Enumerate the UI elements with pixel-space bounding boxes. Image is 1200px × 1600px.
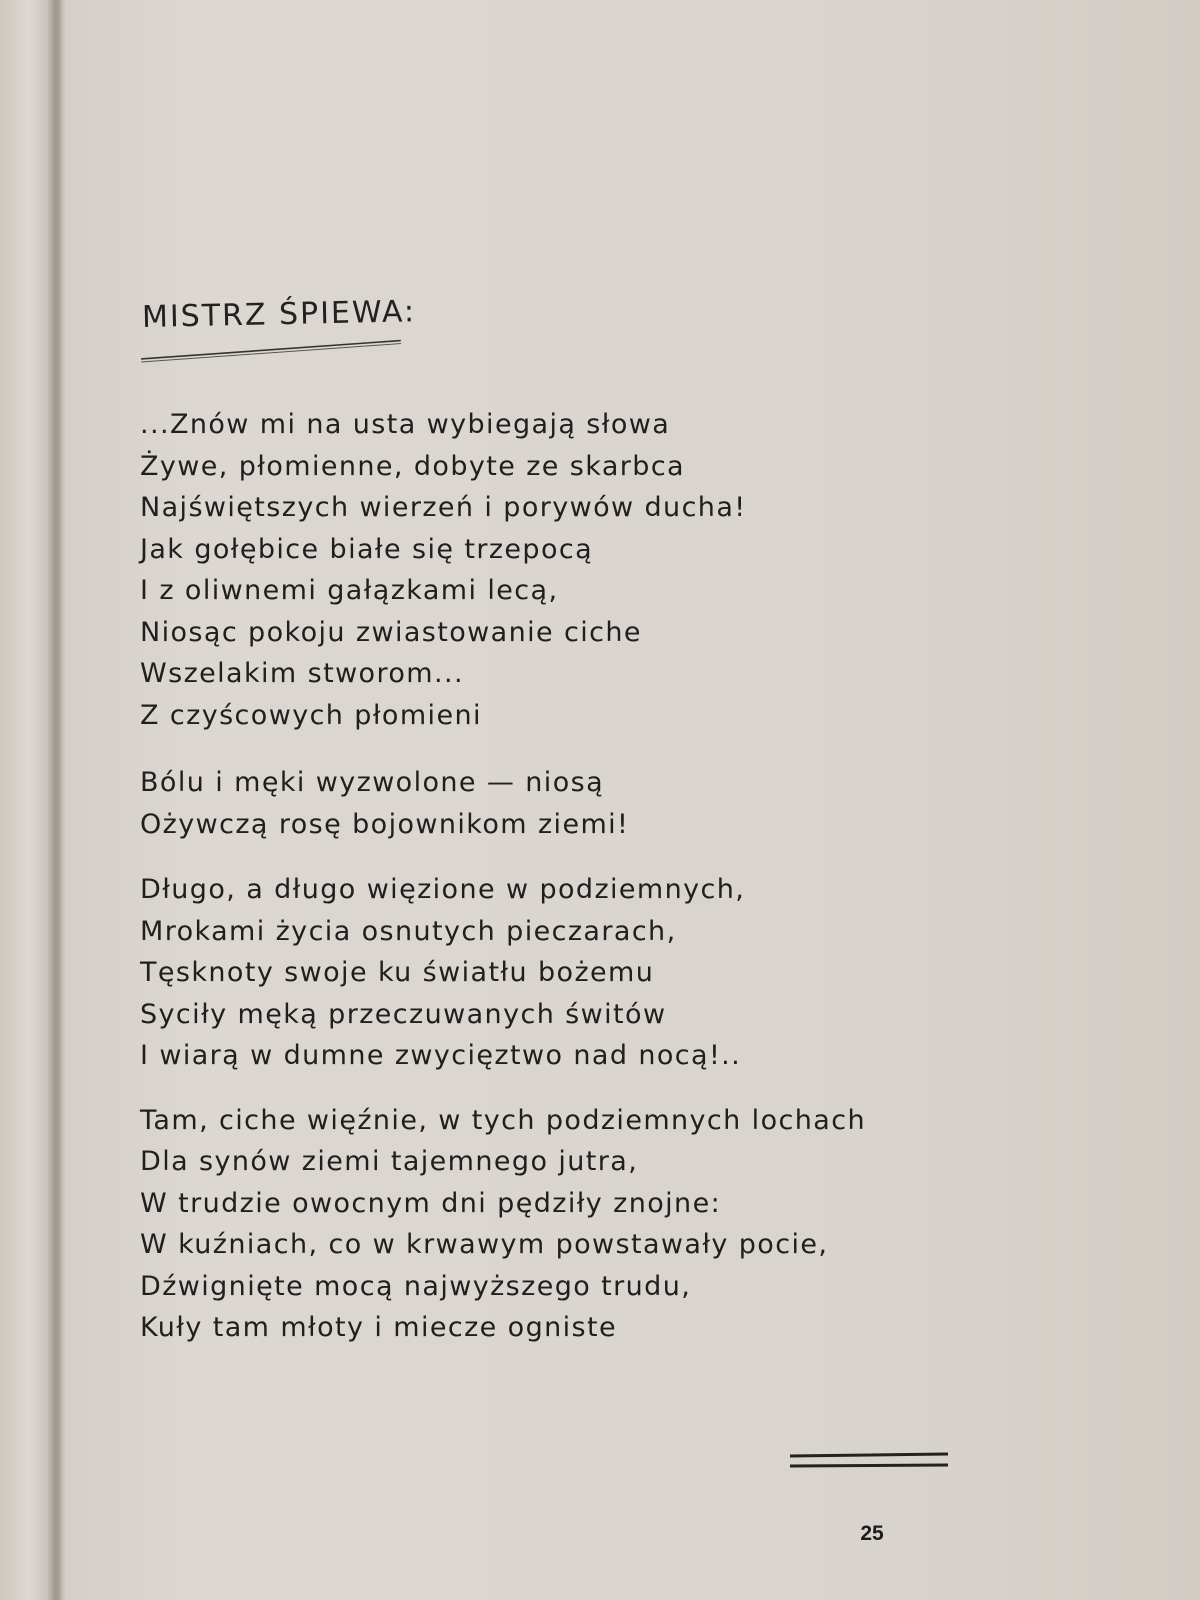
poem-line: W kuźniach, co w krwawym powstawały pocie, (140, 1229, 829, 1260)
poem-line: Bólu i męki wyzwolone — niosą (140, 767, 605, 798)
poem-line: Dźwignięte mocą najwyższego trudu, (140, 1270, 692, 1302)
poem-line: Mrokami życia osnutych pieczarach, (140, 915, 677, 947)
stanza-1 (140, 404, 1000, 736)
poem-line: Kuły tam młoty i miecze ogniste (140, 1312, 618, 1343)
heading-underline (140, 338, 402, 363)
stanza-2 (140, 762, 1000, 845)
book-gutter (48, 0, 62, 1600)
section-heading: MISTRZ ŚPIEWA: (141, 294, 417, 335)
poem-line: Jak gołębice białe się trzepocą (140, 533, 594, 565)
poem-line: Tęsknoty swoje ku światłu bożemu (140, 957, 655, 988)
poem-line: I wiarą w dumne zwycięztwo nad nocą!.. (140, 1040, 742, 1071)
stanza-4 (140, 1100, 1000, 1349)
footer-double-rule (790, 1450, 948, 1476)
poem-line: Długo, a długo więzione w podziemnych, (140, 874, 746, 905)
stanza-gap (140, 1077, 1000, 1100)
poem-body (140, 404, 1000, 1349)
poem-line: Niosąc pokoju zwiastowanie ciche (140, 616, 642, 648)
poem-line: Z czyścowych płomieni (140, 699, 482, 731)
poem-line: Syciły męką przeczuwanych świtów (140, 998, 667, 1030)
poem-line: Ożywczą rosę bojownikom ziemi! (140, 808, 630, 840)
poem-line: Najświętszych wierzeń i porywów ducha! (140, 492, 747, 523)
poem-line: W trudzie owocnym dni pędziły znojne: (140, 1187, 722, 1219)
poem-line: ...Znów mi na usta wybiegają słowa (140, 409, 671, 440)
stanza-gap (140, 736, 1000, 762)
stanza-gap (140, 845, 1000, 869)
stanza-3 (140, 869, 1000, 1077)
poem-line: Tam, ciche więźnie, w tych podziemnych lochach (140, 1104, 866, 1136)
poem-line: I z oliwnemi gałązkami lecą, (140, 575, 559, 606)
page-number: 25 (860, 1522, 884, 1545)
poem-line: Wszelakim stworom... (140, 658, 464, 689)
poem-line: Dla synów ziemi tajemnego jutra, (140, 1146, 639, 1177)
poem-line: Żywe, płomienne, dobyte ze skarbca (140, 450, 686, 482)
